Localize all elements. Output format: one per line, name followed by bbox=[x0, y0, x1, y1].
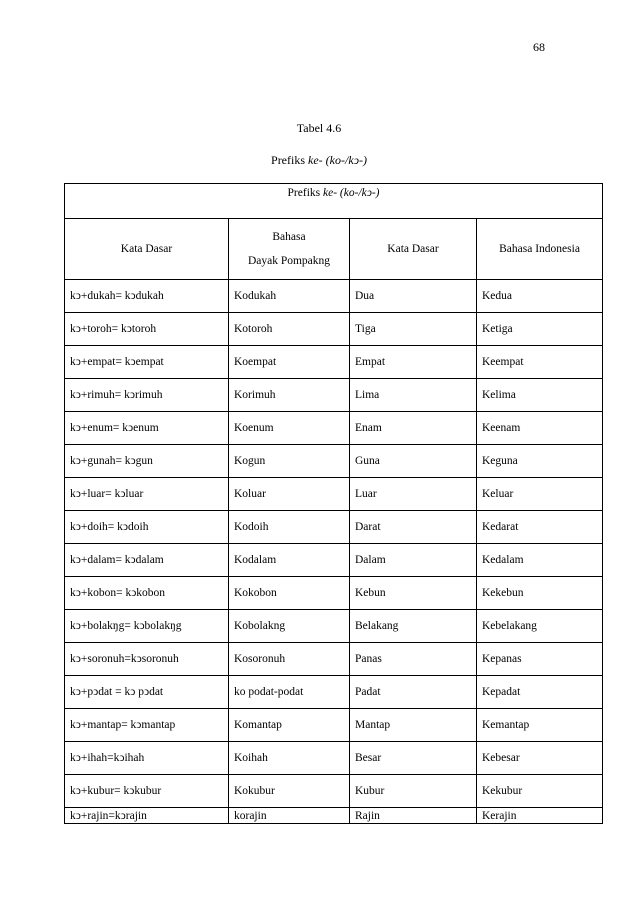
cell-indonesian-word: Kekubur bbox=[477, 775, 603, 808]
header-kata-dasar-2: Kata Dasar bbox=[350, 219, 477, 280]
cell-root-word: Panas bbox=[350, 643, 477, 676]
table-row bbox=[65, 478, 603, 511]
table-title-row bbox=[65, 184, 603, 219]
cell-indonesian-word: Kebelakang bbox=[477, 610, 603, 643]
cell-derivation: kↄ+doih= kↄdoih bbox=[65, 511, 229, 544]
table-row bbox=[65, 808, 603, 824]
table-row bbox=[65, 280, 603, 313]
cell-indonesian-word: Keenam bbox=[477, 412, 603, 445]
table-row bbox=[65, 676, 603, 709]
cell-derivation: kↄ+enum= kↄenum bbox=[65, 412, 229, 445]
cell-indonesian-word: Kedua bbox=[477, 280, 603, 313]
cell-indonesian-word: Keluar bbox=[477, 478, 603, 511]
table-row bbox=[65, 709, 603, 742]
cell-dayak-word: Kodoih bbox=[229, 511, 350, 544]
cell-dayak-word: Kobolakng bbox=[229, 610, 350, 643]
header-bahasa-line1: Bahasa bbox=[272, 231, 306, 243]
cell-indonesian-word: Kelima bbox=[477, 379, 603, 412]
cell-root-word: Luar bbox=[350, 478, 477, 511]
table-body bbox=[65, 280, 603, 824]
cell-root-word: Besar bbox=[350, 742, 477, 775]
cell-derivation: kↄ+rimuh= kↄrimuh bbox=[65, 379, 229, 412]
cell-derivation: kↄ+gunah= kↄgun bbox=[65, 445, 229, 478]
cell-derivation: kↄ+kubur= kↄkubur bbox=[65, 775, 229, 808]
cell-root-word: Tiga bbox=[350, 313, 477, 346]
cell-root-word: Rajin bbox=[350, 808, 477, 824]
cell-derivation: kↄ+kobon= kↄkobon bbox=[65, 577, 229, 610]
table-row bbox=[65, 313, 603, 346]
cell-indonesian-word: Kepadat bbox=[477, 676, 603, 709]
cell-derivation: kↄ+ihah=kↄihah bbox=[65, 742, 229, 775]
cell-derivation: kↄ+bolakŋg= kↄbolakŋg bbox=[65, 610, 229, 643]
cell-root-word: Padat bbox=[350, 676, 477, 709]
cell-dayak-word: Koenum bbox=[229, 412, 350, 445]
table-title-italic: ke- (ko-/kↄ-) bbox=[323, 187, 380, 199]
cell-derivation: kↄ+luar= kↄluar bbox=[65, 478, 229, 511]
table-row bbox=[65, 775, 603, 808]
header-bahasa-indonesia: Bahasa Indonesia bbox=[477, 219, 603, 280]
cell-derivation: kↄ+soronuh=kↄsoronuh bbox=[65, 643, 229, 676]
table-caption-title: Tabel 4.6 bbox=[296, 121, 342, 135]
cell-indonesian-word: Keempat bbox=[477, 346, 603, 379]
cell-indonesian-word: Kebesar bbox=[477, 742, 603, 775]
table-row bbox=[65, 577, 603, 610]
caption-subtitle-plain: Prefiks bbox=[271, 153, 309, 167]
cell-derivation: kↄ+rajin=kↄrajin bbox=[65, 808, 229, 824]
table-row bbox=[65, 511, 603, 544]
cell-root-word: Kebun bbox=[350, 577, 477, 610]
cell-dayak-word: Kosoronuh bbox=[229, 643, 350, 676]
table-row bbox=[65, 610, 603, 643]
cell-dayak-word: Kokubur bbox=[229, 775, 350, 808]
cell-indonesian-word: Kedalam bbox=[477, 544, 603, 577]
prefix-table bbox=[64, 183, 603, 824]
table-row bbox=[65, 412, 603, 445]
cell-root-word: Belakang bbox=[350, 610, 477, 643]
table-title-plain: Prefiks bbox=[287, 187, 323, 199]
cell-dayak-word: Kodukah bbox=[229, 280, 350, 313]
table-row bbox=[65, 346, 603, 379]
cell-dayak-word: ko podat-podat bbox=[229, 676, 350, 709]
cell-indonesian-word: Kepanas bbox=[477, 643, 603, 676]
cell-dayak-word: Koluar bbox=[229, 478, 350, 511]
cell-dayak-word: Komantap bbox=[229, 709, 350, 742]
header-bahasa-line2: Dayak Pompakng bbox=[247, 255, 331, 267]
cell-dayak-word: Kogun bbox=[229, 445, 350, 478]
cell-root-word: Kubur bbox=[350, 775, 477, 808]
cell-dayak-word: Koihah bbox=[229, 742, 350, 775]
cell-root-word: Dua bbox=[350, 280, 477, 313]
cell-root-word: Dalam bbox=[350, 544, 477, 577]
table-row bbox=[65, 544, 603, 577]
header-bahasa-dayak bbox=[229, 219, 350, 280]
caption-subtitle-italic: ke- (ko-/kↄ-) bbox=[308, 153, 367, 167]
cell-indonesian-word: Kedarat bbox=[477, 511, 603, 544]
cell-dayak-word: Koempat bbox=[229, 346, 350, 379]
cell-dayak-word: Korimuh bbox=[229, 379, 350, 412]
cell-derivation: kↄ+toroh= kↄtoroh bbox=[65, 313, 229, 346]
cell-dayak-word: Kotoroh bbox=[229, 313, 350, 346]
cell-root-word: Darat bbox=[350, 511, 477, 544]
cell-derivation: kↄ+mantap= kↄmantap bbox=[65, 709, 229, 742]
cell-derivation: kↄ+dukah= kↄdukah bbox=[65, 280, 229, 313]
cell-derivation: kↄ+dalam= kↄdalam bbox=[65, 544, 229, 577]
cell-derivation: kↄ+empat= kↄempat bbox=[65, 346, 229, 379]
cell-root-word: Empat bbox=[350, 346, 477, 379]
cell-root-word: Enam bbox=[350, 412, 477, 445]
cell-indonesian-word: Kekebun bbox=[477, 577, 603, 610]
table-row bbox=[65, 643, 603, 676]
header-kata-dasar-1: Kata Dasar bbox=[65, 219, 229, 280]
cell-root-word: Lima bbox=[350, 379, 477, 412]
cell-root-word: Guna bbox=[350, 445, 477, 478]
cell-root-word: Mantap bbox=[350, 709, 477, 742]
cell-dayak-word: Kokobon bbox=[229, 577, 350, 610]
cell-dayak-word: korajin bbox=[229, 808, 350, 824]
table-header-row bbox=[65, 219, 603, 280]
table-row bbox=[65, 742, 603, 775]
cell-indonesian-word: Kemantap bbox=[477, 709, 603, 742]
cell-derivation: kↄ+pↄdat = kↄ pↄdat bbox=[65, 676, 229, 709]
cell-dayak-word: Kodalam bbox=[229, 544, 350, 577]
table-row bbox=[65, 379, 603, 412]
cell-indonesian-word: Kerajin bbox=[477, 808, 603, 824]
table-title bbox=[65, 184, 603, 219]
table-caption-subtitle bbox=[0, 153, 638, 168]
cell-indonesian-word: Ketiga bbox=[477, 313, 603, 346]
page-number: 68 bbox=[533, 40, 545, 54]
table-row bbox=[65, 445, 603, 478]
cell-indonesian-word: Keguna bbox=[477, 445, 603, 478]
